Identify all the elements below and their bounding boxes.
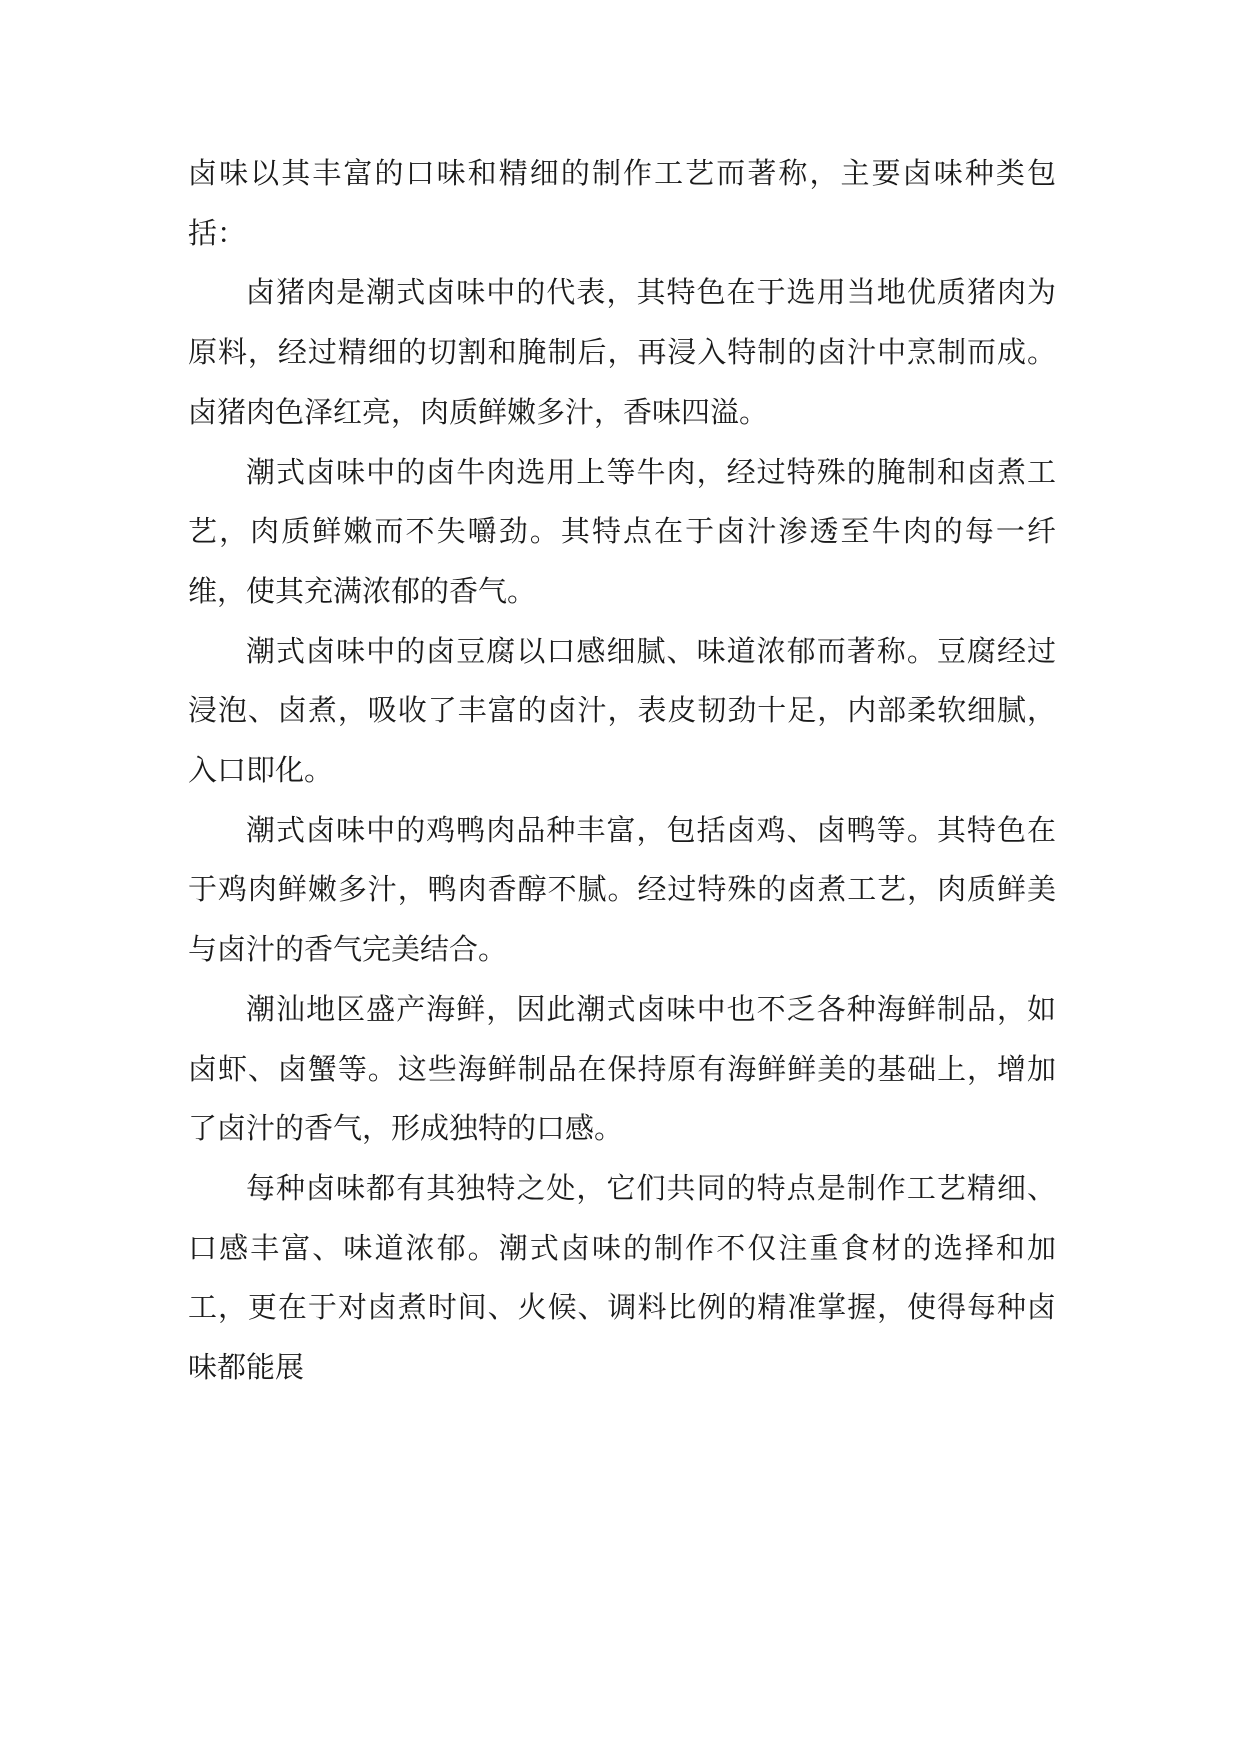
- paragraph-braised-pork: 卤猪肉是潮式卤味中的代表，其特色在于选用当地优质猪肉为原料，经过精细的切割和腌制后，再浸入特制的卤汁中烹制而成。卤猪肉色泽红亮，肉质鲜嫩多汁，香味四溢。: [188, 275, 1056, 429]
- document-body: [188, 144, 1056, 1398]
- paragraph-braised-tofu: 潮式卤味中的卤豆腐以口感细腻、味道浓郁而著称。豆腐经过浸泡、卤煮，吸收了丰富的卤汁，表皮韧劲十足，内部柔软细腻，入口即化。: [188, 633, 1056, 788]
- paragraph-seafood: 潮汕地区盛产海鲜，因此潮式卤味中也不乏各种海鲜制品，如卤虾、卤蟹等。这些海鲜制品在保持原有海鲜鲜美的基础上，增加了卤汁的香气，形成独特的口感。: [188, 991, 1056, 1146]
- paragraph-summary: 每种卤味都有其独特之处，它们共同的特点是制作工艺精细、口感丰富、味道浓郁。潮式卤味的制作不仅注重食材的选择和加工，更在于对卤煮时间、火候、调料比例的精准掌握，使得每种卤味都能展: [188, 1170, 1056, 1385]
- paragraph-chicken-duck: 潮式卤味中的鸡鸭肉品种丰富，包括卤鸡、卤鸭等。其特色在于鸡肉鲜嫩多汁，鸭肉香醇不腻。经过特殊的卤煮工艺，肉质鲜美与卤汁的香气完美结合。: [188, 812, 1056, 967]
- paragraph-braised-beef: 潮式卤味中的卤牛肉选用上等牛肉，经过特殊的腌制和卤煮工艺，肉质鲜嫩而不失嚼劲。其特点在于卤汁渗透至牛肉的每一纤维，使其充满浓郁的香气。: [188, 454, 1056, 608]
- paragraph-intro: 卤味以其丰富的口味和精细的制作工艺而著称，主要卤味种类包括：: [188, 156, 1056, 250]
